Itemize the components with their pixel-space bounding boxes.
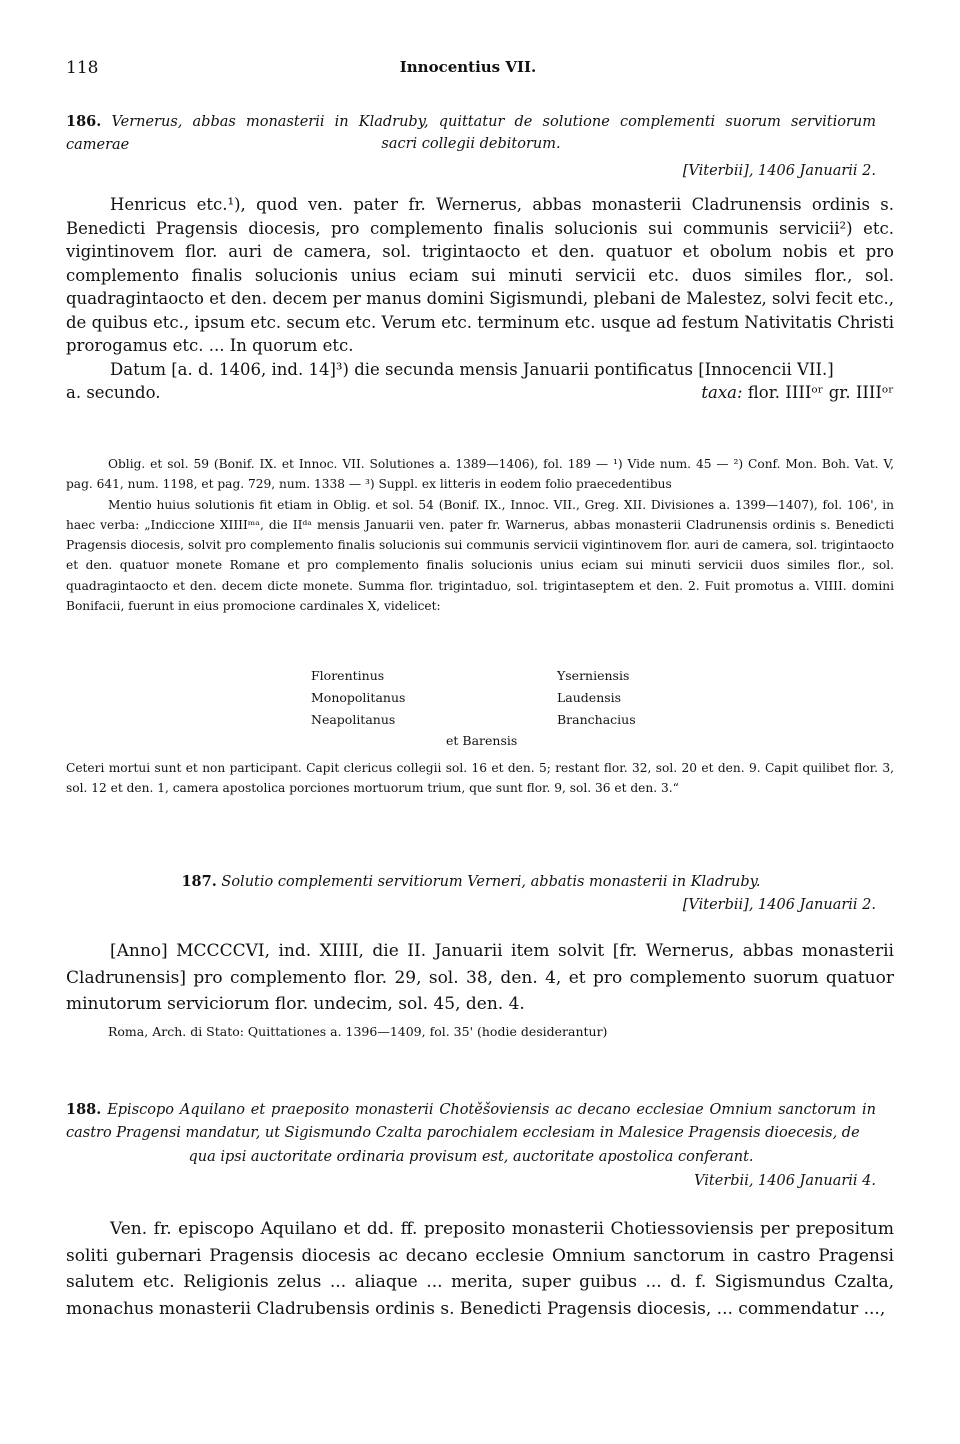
page-number: 118	[66, 58, 99, 78]
doc186-note-ceteri: Ceteri mortui sunt et non participant. Capit clericus collegii sol. 16 et den. 5; restant flor. 32, sol. 20 et den. 9. Capit quilibet flor. 3, sol. 12 et den. 1, camera apostolica porciones mortuorum trium, que sunt flor. 9, sol. 36 et den. 3.“	[66, 761, 894, 796]
doc188-regest-last: qua ipsi auctoritate ordinaria provisum est, auctoritate apostolica conferant.	[188, 1149, 754, 1165]
doc186-text	[66, 193, 894, 405]
doc186-regest-line2: sacri collegii debitorum.	[381, 136, 561, 152]
doc186-note-mentio: Mentio huius solutionis fit etiam in Oblig. et sol. 54 (Bonif. IX., Innoc. VII., Greg. XII. Divisiones a. 1399—1407), fol. 106', in haec verba: „Indiccione XIIIIᵐᵃ, die IIᵈᵃ mensis Januarii ven. pater fr. Warnerus, abbas monasterii Cladrunensis ordinis s. Benedicti Pragensis diocesis, solvit pro complemento finalis solucionis sui communis servicii vigintinovem flor. auri de camera, sol. trigintaocto et den. quatuor monete Romane et pro complemento finalis solucionis unius eciam sui minuti servicii duos similes flor., sol. quadragintaocto et den. decem dicte monete. Summa flor. trigintaduo, sol. trigintaseptem et den. 2. Fuit promotus a. VIIII. domini Bonifacii, fuerunt in eius promocione cardinales X, videlicet:	[66, 497, 894, 614]
cardinal-name: Laudensis	[557, 690, 622, 705]
doc186-note-source: Oblig. et sol. 59 (Bonif. IX. et Innoc. VII. Solutiones a. 1389—1406), fol. 189 — ¹) Vide num. 45 — ²) Conf. Mon. Boh. Vat. V, pag. 641, num. 1198, et pag. 729, num. 1338 — ³) Suppl. ex litteris in eodem folio praecedentibus	[66, 457, 894, 492]
cardinal-name: Yserniensis	[557, 668, 630, 683]
doc186-place-date: [Viterbii], 1406 Januarii 2.	[682, 163, 876, 179]
doc186-note-conclusion	[66, 758, 894, 799]
doc187-place-date: [Viterbii], 1406 Januarii 2.	[682, 897, 876, 913]
doc187-text	[66, 938, 894, 1018]
running-header	[66, 58, 870, 80]
doc186-taxa-label: taxa:	[701, 383, 743, 402]
doc187-regest-text: Solutio complementi servitiorum Verneri, abbatis monasterii in Kladruby.	[221, 874, 761, 890]
doc187-number: 187.	[181, 873, 217, 890]
doc186-closing-line	[66, 381, 894, 405]
cardinal-name: Florentinus	[311, 668, 385, 683]
doc186-datum-end: a. secundo.	[66, 383, 161, 402]
doc186-taxa	[701, 381, 894, 405]
doc188-paragraph: Ven. fr. episcopo Aquilano et dd. ff. preposito monasterii Chotiessoviensis per prepositum soliti gubernari Pragensis diocesis ac decano ecclesie Omnium sanctorum in castro Pragensi salutem etc. Religionis zelus ... aliaque ... merita, super guibus ... d. f. Sigismundus Czalta, monachus monasterii Cladrubensis ordinis s. Benedicti Pragensis diocesis, ... commendatur ...,	[66, 1219, 894, 1319]
cardinals-left-list	[311, 665, 405, 731]
cardinal-name: Neapolitanus	[311, 712, 396, 727]
doc186-main-paragraph: Henricus etc.¹), quod ven. pater fr. Wernerus, abbas monasterii Cladrunensis ordinis s. Benedicti Pragensis diocesis, pro complemento finalis solucionis sui communis servicii²) etc. vigintinovem flor. auri de camera, sol. trigintaocto et den. quatuor et obolum nobis et pro complemento finalis solucionis unius eciam sui minuti servicii etc. duos similes flor., sol. quadragintaocto et den. decem per manus domini Sigismundi, plebani de Malestez, solvi fecit etc., de quibus etc., ipsum etc. secum etc. Verum etc. terminum etc. usque ad festum Nativitatis Christi prorogamus etc. ... In quorum etc.	[66, 195, 894, 355]
doc186-notes	[66, 454, 894, 616]
doc186-datum: Datum [a. d. 1406, ind. 14]³) die secunda mensis Januarii pontificatus [Innocencii VII.]	[110, 359, 834, 379]
cardinal-name: Branchacius	[557, 712, 636, 727]
doc188-place-date: Viterbii, 1406 Januarii 4.	[694, 1173, 876, 1189]
doc188-text	[66, 1216, 894, 1322]
doc188-regest-text: Episcopo Aquilano et praeposito monasterii Chotěšoviensis ac decano ecclesiae Omnium sanctorum in castro Pragensi mandatur, ut Sigismundo Czalta parochialem ecclesiam in Malesice Pragensis dioecesis, de	[66, 1102, 877, 1141]
cardinals-right-list	[557, 665, 636, 731]
doc186-regest-text: Vernerus, abbas monasterii in Kladruby, quittatur de solutione complementi suorum servitiorum camerae	[66, 114, 877, 153]
doc188-regest	[66, 1098, 876, 1145]
cardinal-name: Monopolitanus	[311, 690, 406, 705]
doc188-number: 188.	[66, 1101, 102, 1118]
running-title: Innocentius VII.	[399, 58, 537, 76]
doc187-regest	[66, 870, 876, 894]
doc187-paragraph: [Anno] MCCCCVI, ind. XIIII, die II. Januarii item solvit [fr. Wernerus, abbas monasterii Cladrunensis] pro complemento flor. 29, sol. 38, den. 4, et pro complemento suorum quatuor minutorum serviciorum flor. undecim, sol. 45, den. 4.	[66, 941, 894, 1014]
doc187-source: Roma, Arch. di Stato: Quittationes a. 1396—1409, fol. 35' (hodie desiderantur)	[108, 1024, 608, 1039]
cardinal-last: et Barensis	[446, 733, 518, 748]
doc186-taxa-value: flor. IIIIᵒʳ gr. IIIIᵒʳ	[747, 383, 894, 402]
doc186-number: 186.	[66, 113, 102, 130]
